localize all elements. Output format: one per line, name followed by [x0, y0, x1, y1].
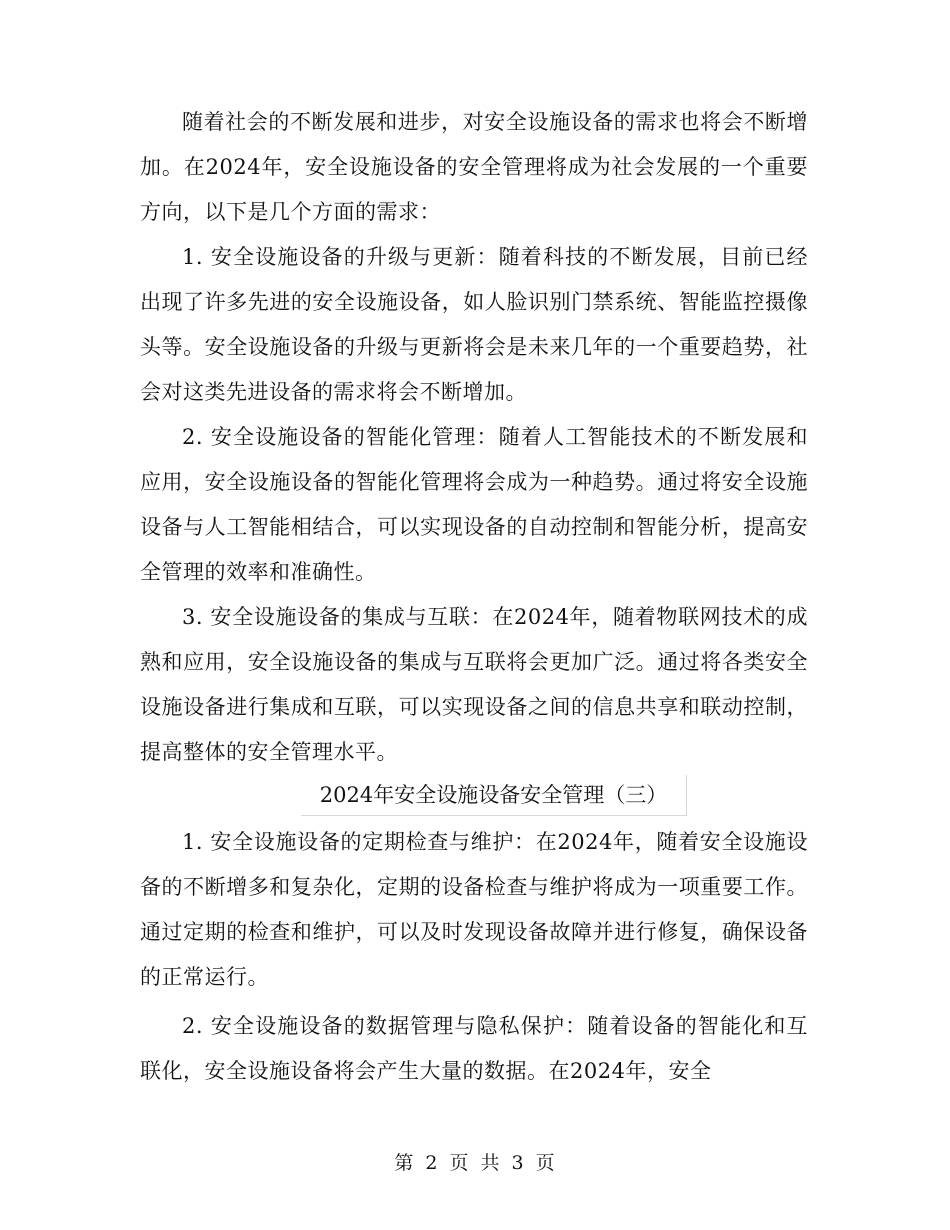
item-2-data-privacy-paragraph: 2. 安全设施设备的数据管理与隐私保护：随着设备的智能化和互联化，安全设施设备将会产生大量的数据。在2024年，安全 [140, 1014, 808, 1083]
section-heading: 2024年安全设施设备安全管理（三） [301, 775, 687, 816]
document-body [140, 100, 808, 1094]
item-2-intelligent-paragraph: 2. 安全设施设备的智能化管理：随着人工智能技术的不断发展和应用，安全设施设备的智能化管理将会成为一种趋势。通过将安全设施设备与人工智能相结合，可以实现设备的自动控制和智能分析，提高安全管理的效率和准确性。 [140, 425, 808, 584]
item-1-upgrade-paragraph: 1. 安全设施设备的升级与更新：随着科技的不断发展，目前已经出现了许多先进的安全设施设备，如人脸识别门禁系统、智能监控摄像头等。安全设施设备的升级与更新将会是未来几年的一个重要趋势，社会对这类先进设备的需求将会不断增加。 [140, 245, 808, 404]
item-3-integration-paragraph: 3. 安全设施设备的集成与互联：在2024年，随着物联网技术的成熟和应用，安全设施设备的集成与互联将会更加广泛。通过将各类安全设施设备进行集成和互联，可以实现设备之间的信息共享和联动控制，提高整体的安全管理水平。 [140, 605, 808, 764]
item-1-inspection-paragraph: 1. 安全设施设备的定期检查与维护：在2024年，随着安全设施设备的不断增多和复杂化，定期的设备检查与维护将成为一项重要工作。通过定期的检查和维护，可以及时发现设备故障并进行修复，确保设备的正常运行。 [140, 830, 808, 989]
page-footer: 第 2 页 共 3 页 [394, 1152, 556, 1174]
intro-paragraph: 随着社会的不断发展和进步，对安全设施设备的需求也将会不断增加。在2024年，安全设施设备的安全管理将成为社会发展的一个重要方向，以下是几个方面的需求： [140, 110, 808, 224]
